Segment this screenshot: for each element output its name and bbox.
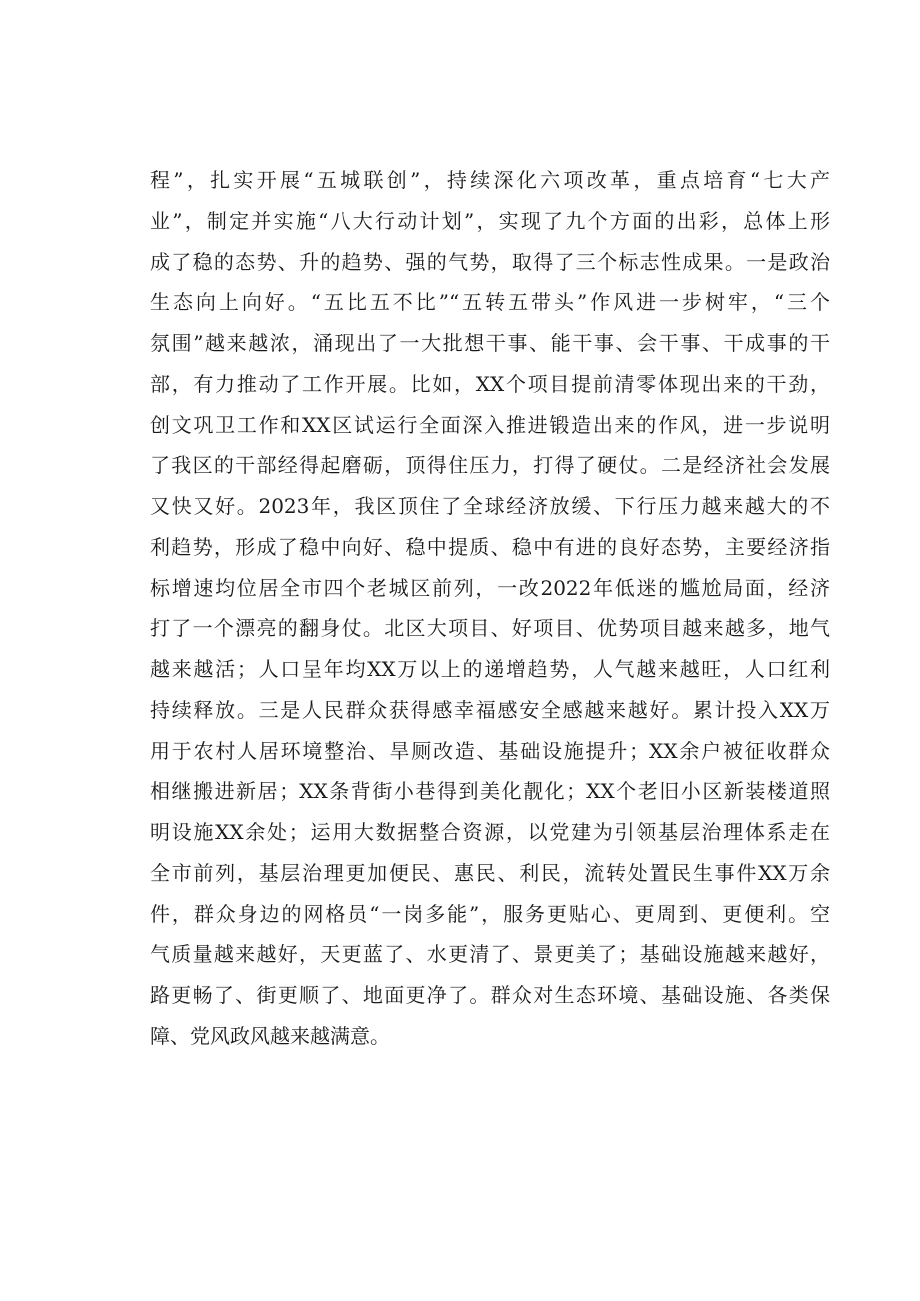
text-line: 路更畅了、街更顺了、地面更净了。群众对生态环境、基础设施、各类保 — [150, 983, 830, 1007]
text-line: 创文巩卫工作和XX区试运行全面深入推进锻造出来的作风，进一步说明 — [150, 412, 830, 437]
text-line: 氛围”越来越浓，涌现出了一大批想干事、能干事、会干事、干成事的干 — [150, 331, 830, 355]
text-line: 相继搬进新居；XX条背街小巷得到美化靓化；XX个老旧小区新装楼道照 — [150, 779, 830, 804]
text-line: 用于农村人居环境整治、旱厕改造、基础设施提升；XX余户被征收群众 — [150, 738, 830, 763]
text-line: 又快又好。2023年，我区顶住了全球经济放缓、下行压力越来越大的不 — [150, 494, 830, 518]
text-line: 了我区的干部经得起磨砺，顶得住压力，打得了硬仗。二是经济社会发展 — [150, 453, 830, 478]
text-line: 越来越活；人口呈年均XX万以上的递增趋势，人气越来越旺，人口红利 — [150, 657, 830, 681]
text-line: 全市前列，基层治理更加便民、惠民、利民，流转处置民生事件XX万余 — [150, 860, 830, 885]
body-paragraph — [150, 160, 830, 1057]
text-line: 业”，制定并实施“八大行动计划”，实现了九个方面的出彩，总体上形 — [150, 208, 830, 233]
text-line: 打了一个漂亮的翻身仗。北区大项目、好项目、优势项目越来越多，地气 — [150, 616, 830, 641]
text-line: 明设施XX余处；运用大数据整合资源，以党建为引领基层治理体系走在 — [150, 820, 830, 844]
text-line: 障、党风政风越来越满意。 — [150, 1023, 390, 1048]
text-line: 利趋势，形成了稳中向好、稳中提质、稳中有进的良好态势，主要经济指 — [150, 534, 830, 559]
text-line: 标增速均位居全市四个老城区前列，一改2022年低迷的尴尬局面，经济 — [150, 575, 830, 600]
text-line: 成了稳的态势、升的趋势、强的气势，取得了三个标志性成果。一是政治 — [150, 249, 830, 274]
text-line: 生态向上向好。“五比五不比”“五转五带头”作风进一步树牢，“三个 — [150, 290, 830, 315]
text-line: 部，有力推动了工作开展。比如，XX个项目提前清零体现出来的干劲， — [150, 371, 830, 396]
text-line: 持续释放。三是人民群众获得感幸福感安全感越来越好。累计投入XX万 — [150, 697, 830, 722]
text-line: 件，群众身边的网格员“一岗多能”，服务更贴心、更周到、更便利。空 — [150, 901, 830, 926]
text-line: 程”，扎实开展“五城联创”，持续深化六项改革，重点培育“七大产 — [150, 168, 830, 192]
text-line: 气质量越来越好，天更蓝了、水更清了、景更美了；基础设施越来越好， — [150, 942, 830, 967]
